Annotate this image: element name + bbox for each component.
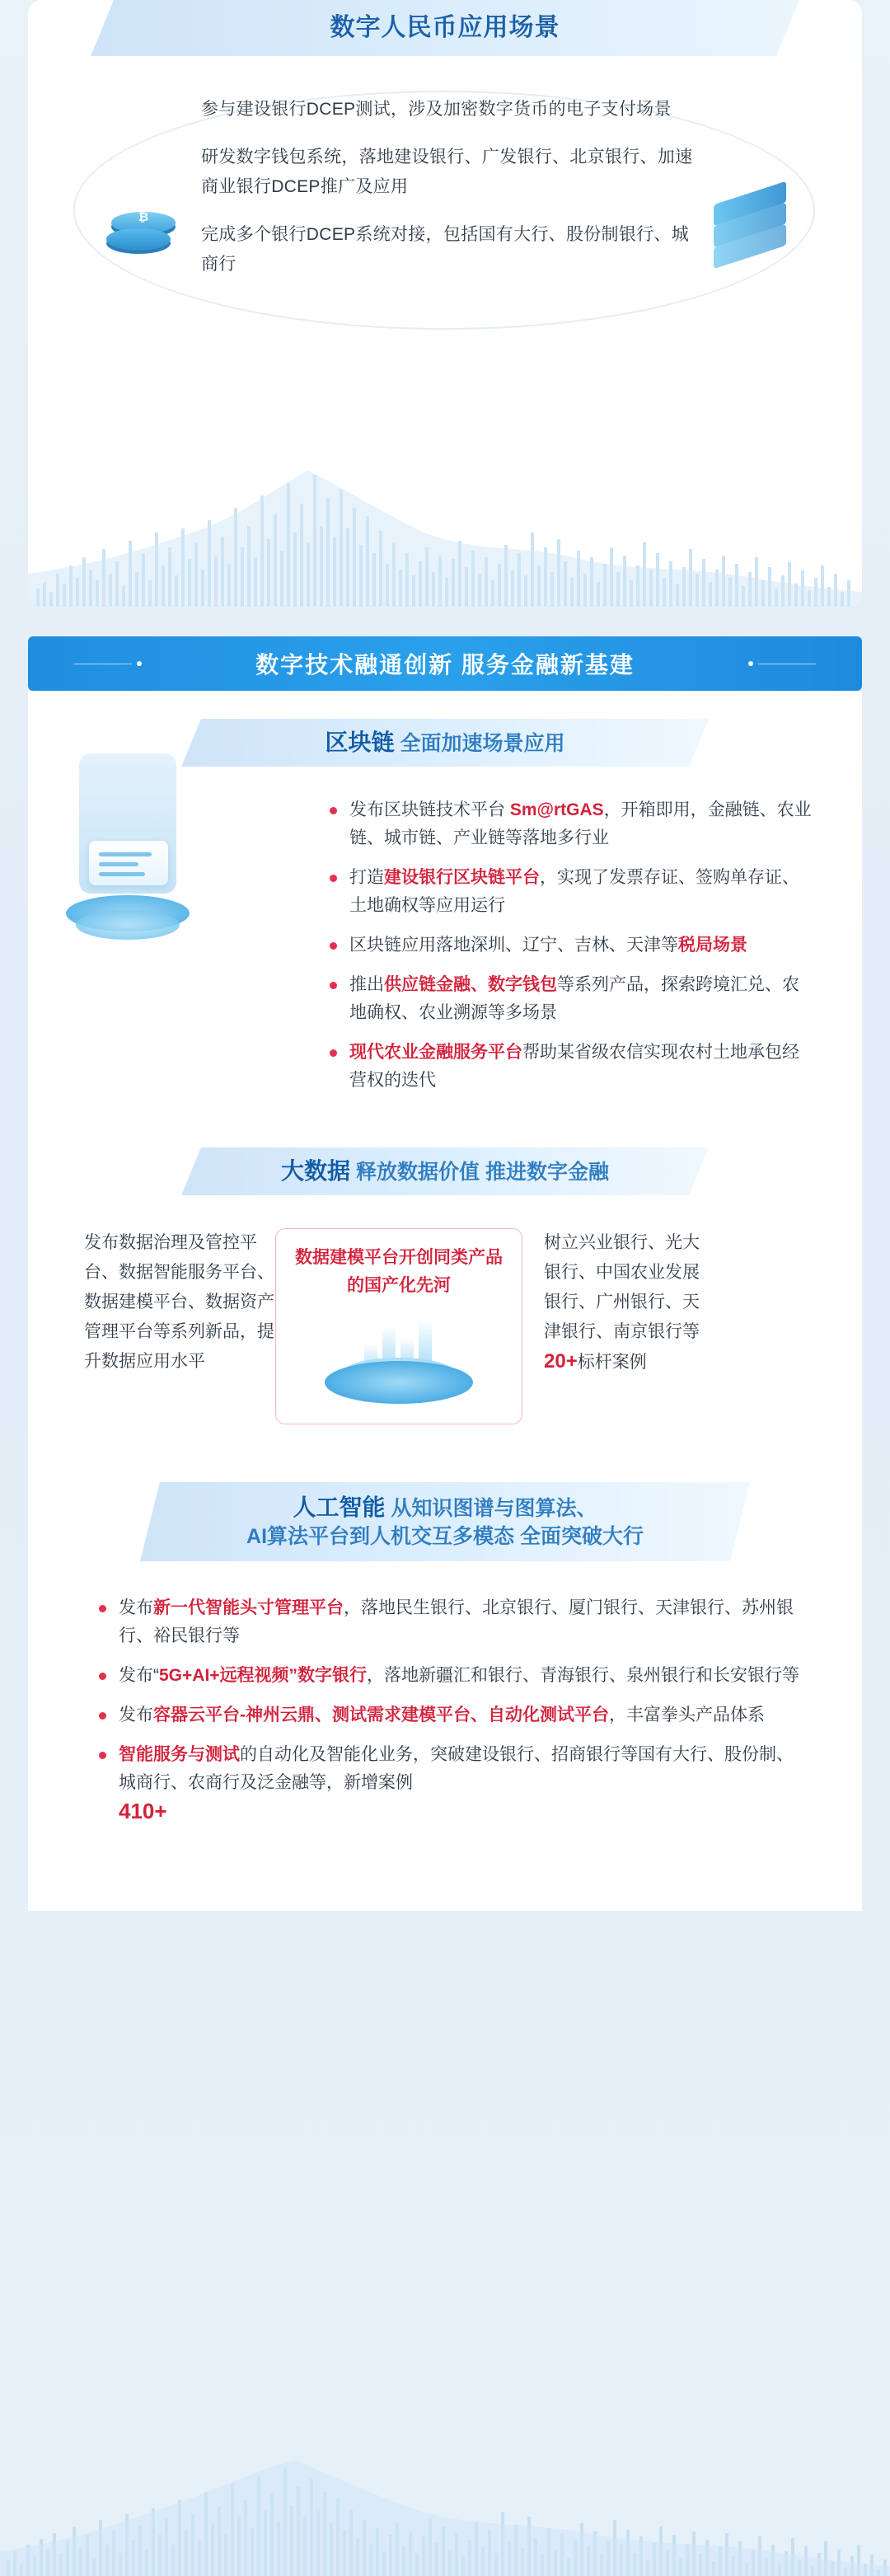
ai-title (140, 1482, 750, 1551)
bigdata-title-strong: 大数据 (281, 1158, 351, 1184)
right-pre: 树立兴业银行、光大银行、中国农业发展银行、广州银行、天津银行、南京银行等 (544, 1233, 700, 1341)
blockchain-illustration (61, 748, 201, 963)
bullet-pre: 区块链应用落地深圳、辽宁、吉林、天津等 (349, 936, 678, 955)
bullet-bold: 供应链金融、数字钱包 (384, 975, 557, 994)
coin-symbol: ₿ (138, 210, 149, 224)
bullet-bold: Sm@rtGAS (509, 800, 604, 819)
bullet-post: ，丰富拳头产品体系 (609, 1706, 765, 1724)
blockchain-title-banner (181, 719, 709, 767)
band-dot-left (137, 661, 142, 666)
ai-title-light-2: AI算法平台到人机交互多模态 全面突破大行 (246, 1525, 644, 1548)
band-title: 数字技术融通创新 服务金融新基建 (255, 652, 635, 678)
bullet-pre: 发布 (119, 1706, 153, 1724)
bullet-bold: 税局场景 (678, 936, 747, 955)
card-line (99, 852, 152, 856)
list-item: 参与建设银行DCEP测试，涉及加密数字货币的电子支付场景 (201, 100, 672, 119)
bullet-pre: 推出 (349, 975, 384, 994)
bigdata-highlight-box (275, 1228, 522, 1424)
coin-icon (106, 194, 189, 260)
list-item (325, 971, 813, 1027)
ai-bullet-list (94, 1594, 804, 1825)
bullet-pre: 发布“ (119, 1666, 159, 1685)
list-item (94, 1741, 804, 1825)
bullet-post: ，落地民生银行、北京银行、厦门银行、天津银行、苏州银行、裕民银行等 (119, 1598, 794, 1645)
ai-title-light-1: 从知识图谱与图算法、 (391, 1497, 597, 1520)
section-bigdata (28, 1123, 862, 1449)
blockchain-base-inner (76, 910, 180, 940)
bullet-post: 的自动化及智能化业务，突破建设银行、招商银行等国有大行、股份制、城商行、农商行及泛金融等，新增案例 (119, 1745, 794, 1792)
bottom-wave-chart (0, 2436, 890, 2576)
bigdata-left-text: 发布数据治理及管控平台、数据智能服务平台、数据建模平台、数据资产管理平台等系列新品，提升数据应用水平 (84, 1233, 274, 1371)
bullet-bold: 容器云平台-神州云鼎、测试需求建模平台、自动化测试平台 (153, 1706, 609, 1724)
bigdata-title-light: 释放数据价值 推进数字金融 (356, 1161, 609, 1184)
section1-title-banner (91, 0, 799, 56)
bottom-spacer (0, 1911, 890, 1936)
bigdata-columns (77, 1228, 813, 1424)
bullet-bold: 智能服务与测试 (119, 1745, 240, 1764)
bullet-bold: 建设银行区块链平台 (384, 868, 540, 887)
section1-wave-chart (28, 450, 862, 607)
blockchain-title-strong: 区块链 (325, 730, 395, 755)
bigdata-right-text (522, 1228, 712, 1377)
right-bold: 20+ (544, 1350, 578, 1372)
list-item (325, 864, 813, 920)
bullet-post: ，实现了发票存证、签购单存证、土地确权等应用运行 (349, 868, 799, 915)
ai-title-banner (140, 1482, 750, 1561)
section1-item-list (201, 95, 704, 298)
list-item: 完成多个银行DCEP系统对接，包括国有大行、股份制银行、城商行 (201, 225, 690, 274)
list-item (325, 1039, 813, 1095)
bullet-bold: 5G+AI+远程视频”数字银行 (159, 1666, 368, 1685)
section1-title: 数字人民币应用场景 (330, 14, 560, 41)
bullet-bold: 新一代智能头寸管理平台 (153, 1598, 344, 1617)
list-item (94, 1662, 804, 1690)
blockchain-card (89, 841, 168, 885)
bigdata-center (275, 1228, 522, 1424)
bullet-post: ，开箱即用，金融链、农业链、城市链、产业链等落地多行业 (349, 800, 812, 847)
bullet-bold: 现代农业金融服务平台 (349, 1043, 522, 1062)
bigdata-title-banner (181, 1147, 709, 1195)
bullet-post: 等系列产品，探索跨境汇兑、农地确权、农业溯源等多场景 (349, 975, 799, 1022)
blockchain-title (181, 719, 709, 767)
bottom-wave-area (0, 2461, 890, 2576)
list-item: 研发数字钱包系统，落地建设银行、广发银行、北京银行、加速商业银行DCEP推广及应用 (201, 148, 693, 196)
bigdata-center-text: 数据建模平台开创同类产品的国产化先河 (295, 1248, 503, 1295)
bigdata-illustration (310, 1302, 488, 1409)
section-band-header (28, 636, 862, 691)
coin-bottom (106, 228, 171, 250)
section-ai (28, 1449, 862, 1911)
blockchain-title-light: 全面加速场景应用 (400, 732, 565, 755)
bullet-pre: 发布 (119, 1598, 153, 1617)
bullet-pre: 打造 (349, 868, 384, 887)
pod-outer-disc (325, 1361, 473, 1404)
list-item (325, 931, 813, 960)
bullet-post: 帮助某省级农信实现农村土地承包经营权的迭代 (349, 1043, 799, 1090)
wave-area (28, 471, 862, 607)
card-line (99, 862, 138, 866)
band-dot-right (748, 661, 753, 666)
bullet-pre: 发布区块链技术平台 (349, 800, 510, 819)
bullet-post: ，落地新疆汇和银行、青海银行、泉州银行和长安银行等 (367, 1666, 800, 1685)
card-line (99, 872, 145, 876)
bigdata-title (181, 1147, 709, 1196)
bullet-count: 410+ (119, 1799, 167, 1823)
list-item (325, 796, 813, 852)
list-item (94, 1701, 804, 1729)
section-blockchain (28, 691, 862, 1123)
ai-title-strong: 人工智能 (293, 1494, 386, 1520)
list-item (94, 1594, 804, 1650)
section-digital-rmb (28, 0, 862, 607)
blockchain-bullet-list (325, 796, 813, 1095)
right-post: 标杆案例 (577, 1353, 647, 1372)
layered-cube-icon (705, 190, 796, 280)
ai-title-line1 (140, 1494, 750, 1523)
